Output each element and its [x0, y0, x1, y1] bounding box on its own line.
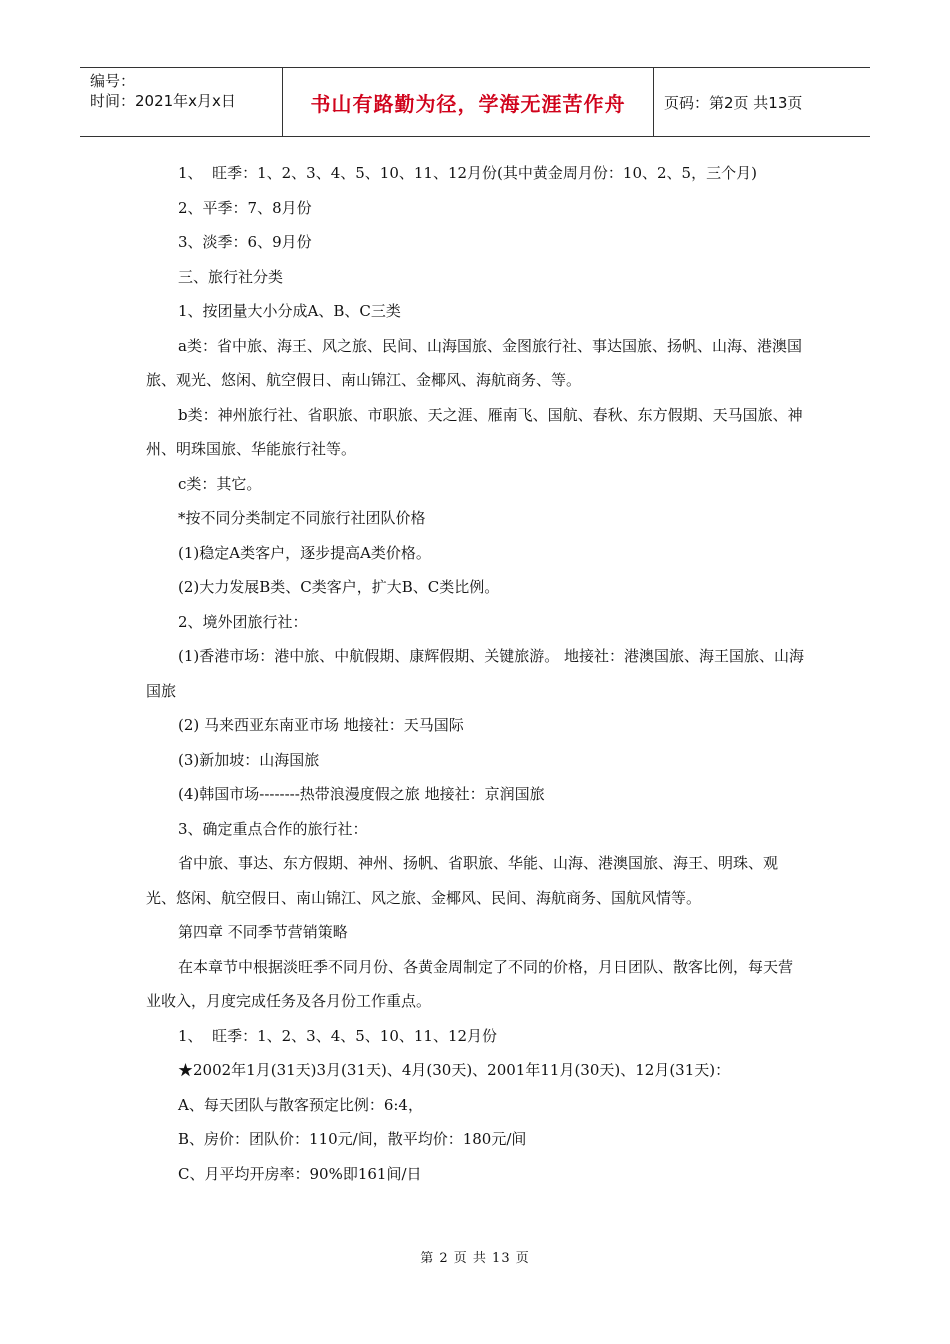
paragraph-peak-months: 1、 旺季：1、2、3、4、5、10、11、12月份: [178, 1026, 498, 1045]
paragraph-occupancy-rate: C、月平均开房率：90%即161间/日: [178, 1164, 422, 1183]
paragraph-korea-market: (4)韩国市场--------热带浪漫度假之旅 地接社：京润国旅: [178, 785, 545, 803]
document-date: 时间：2021年x月x日: [90, 92, 236, 110]
paragraph-singapore-market: (3)新加坡：山海国旅: [178, 750, 320, 769]
paragraph-class-c: c类：其它。: [178, 474, 262, 493]
chapter-heading: 第四章 不同季节营销策略: [178, 923, 348, 941]
paragraph-overseas-agencies: 2、境外团旅行社：: [178, 612, 308, 631]
paragraph-chapter-intro: 在本章节中根据淡旺季不同月份、各黄金周制定了不同的价格，月日团队、散客比例，每天营业收入，月度完成任务及各月份工作重点。: [146, 957, 794, 1010]
paragraph-room-price: B、房价：团队价：110元/间，散平均价：180元/间: [178, 1130, 527, 1148]
section-heading-agency-classification: 三、旅行社分类: [178, 267, 284, 286]
paragraph-peak-season: 1、 旺季：1、2、3、4、5、10、11、12月份(其中黄金周月份：10、2、5，三个月): [178, 164, 757, 182]
paragraph-key-partners-list: 省中旅、事达、东方假期、神州、扬帆、省职旅、华能、山海、港澳国旅、海王、明珠、观光、悠闲、航空假日、南山锦江、风之旅、金椰风、民间、海航商务、国航风情等。: [146, 854, 779, 907]
paragraph-malaysia-market: (2) 马来西亚东南亚市场 地接社：天马国际: [178, 716, 464, 734]
page-header: [80, 67, 870, 137]
header-page-info: 页码：第2页 共13页: [664, 93, 803, 112]
paragraph-hong-kong-market: (1)香港市场：港中旅、中航假期、康辉假期、关键旅游。 地接社：港澳国旅、海王国旅、山海国旅: [146, 647, 805, 700]
page-footer: 第 2 页 共 13 页: [420, 1251, 530, 1266]
header-motto: 书山有路勤为径，学海无涯苦作舟: [310, 91, 626, 116]
paragraph-class-a: a类：省中旅、海王、风之旅、民间、山海国旅、金图旅行社、事达国旅、扬帆、山海、港澳国旅、观光、悠闲、航空假日、南山锦江、金椰风、海航商务、等。: [146, 336, 802, 389]
paragraph-item-1: (1)稳定A类客户，逐步提高A类价格。: [178, 543, 431, 562]
paragraph-normal-season: 2、平季：7、8月份: [178, 198, 312, 217]
paragraph-pricing-note: *按不同分类制定不同旅行社团队价格: [178, 509, 426, 527]
paragraph-abc-classes: 1、按团量大小分成A、B、C三类: [178, 302, 401, 320]
header-motto-cell: [282, 68, 654, 136]
document-body: [146, 156, 806, 1191]
header-meta: [80, 68, 282, 136]
paragraph-item-2: (2)大力发展B类、C类客户，扩大B、C类比例。: [178, 578, 500, 596]
document-number-label: 编号：: [90, 72, 136, 90]
paragraph-booking-ratio: A、每天团队与散客预定比例：6:4，: [178, 1095, 423, 1114]
paragraph-peak-dates: ★2002年1月(31天)3月(31天)、4月(30天)、2001年11月(30天)、12月(31天)：: [178, 1061, 731, 1079]
paragraph-class-b: b类：神州旅行社、省职旅、市职旅、天之涯、雁南飞、国航、春秋、东方假期、天马国旅、神州、明珠国旅、华能旅行社等。: [146, 405, 803, 458]
paragraph-low-season: 3、淡季：6、9月份: [178, 233, 312, 251]
paragraph-key-partners-heading: 3、确定重点合作的旅行社：: [178, 819, 368, 838]
